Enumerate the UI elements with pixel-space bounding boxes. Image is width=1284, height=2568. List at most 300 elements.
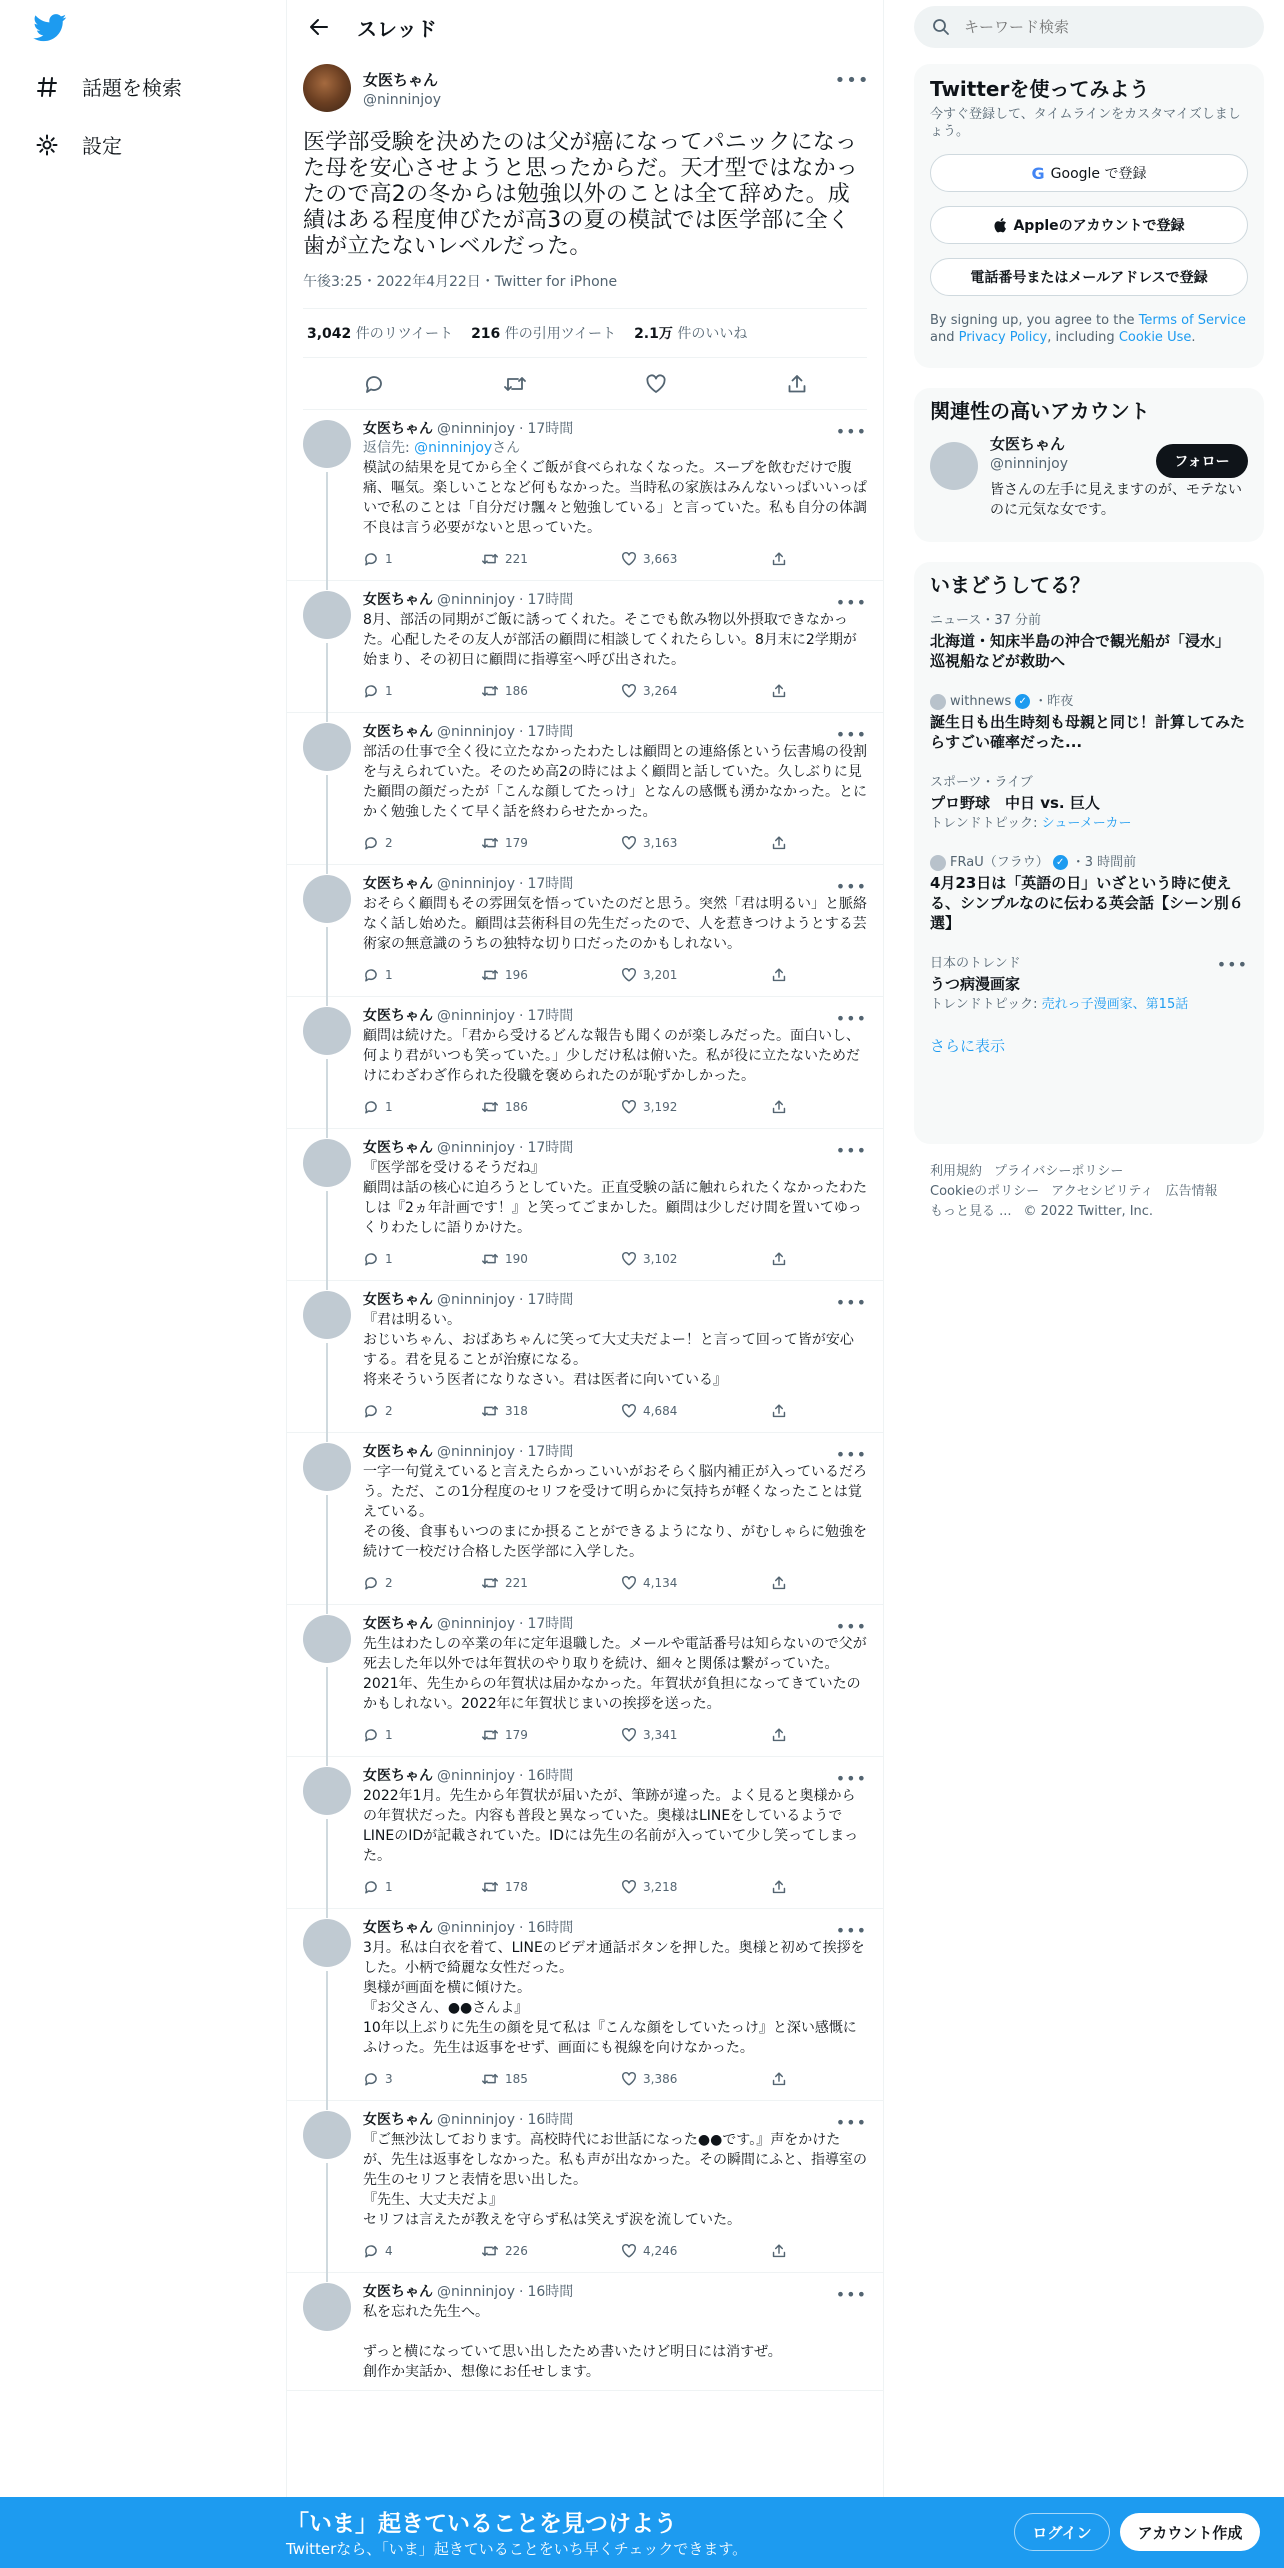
replying-to-suffix: さん	[492, 440, 521, 456]
reply-time[interactable]: 17時間	[527, 1292, 574, 1308]
avatar[interactable]	[303, 591, 351, 639]
reply-text: 『君は明るい。 おじいちゃん、おばあちゃんに笑って大丈夫だよー！と言って回って皆が安心する。君を見ることが治療になる。 将来そういう医者になりなさい。君は医者に向いている』	[363, 1312, 854, 1388]
reply-actions	[363, 2066, 867, 2092]
share-button[interactable]	[771, 1879, 787, 1895]
privacy-policy-link[interactable]: Privacy Policy	[958, 330, 1048, 345]
author-handle[interactable]: @ninninjoy	[437, 1444, 516, 1460]
reply-button[interactable]	[363, 1403, 481, 1419]
reply-icon	[363, 1099, 379, 1115]
reply-time[interactable]: 16時間	[527, 1768, 574, 1784]
tweet-meta[interactable]: 午後3:25・2022年4月22日・Twitter for iPhone	[303, 274, 618, 290]
reply-icon	[363, 1403, 379, 1419]
trend-topic-link[interactable]: 売れっ子漫画家、第15話	[1041, 997, 1189, 1012]
reply-header	[363, 875, 867, 894]
reply-time[interactable]: 17時間	[527, 876, 574, 892]
author-name[interactable]: 女医ちゃん	[363, 1920, 433, 1936]
retweet-button[interactable]	[481, 1879, 621, 1895]
author-name[interactable]: 女医ちゃん	[363, 421, 433, 437]
trend-topic-link[interactable]: シューメーカー	[1041, 816, 1132, 831]
reply-body	[363, 1007, 867, 1120]
apple-signup-label: Appleのアカウントで登録	[1013, 218, 1185, 234]
trend-topic-prefix: トレンドトピック:	[930, 816, 1042, 831]
like-count: 3,102	[643, 1252, 678, 1266]
share-button[interactable]	[771, 2243, 787, 2259]
reply-button[interactable]	[363, 1727, 481, 1743]
heart-icon	[621, 2243, 637, 2259]
reply-actions	[363, 1094, 867, 1120]
author-handle[interactable]: @ninninjoy	[437, 421, 516, 437]
replying-to-handle[interactable]: @ninninjoy	[414, 440, 493, 456]
trend-item[interactable]	[914, 612, 1264, 671]
share-icon	[771, 1727, 787, 1743]
share-button[interactable]	[771, 2071, 787, 2087]
signup-title: Twitterを使ってみよう	[930, 77, 1150, 101]
avatar[interactable]	[303, 2283, 351, 2331]
reply-button[interactable]	[357, 367, 391, 401]
retweets-count: 3,042	[307, 326, 352, 342]
footer-link[interactable]: もっと見る ...	[930, 1204, 1012, 1219]
reply-body	[363, 1139, 867, 1272]
hashtag-icon	[34, 74, 60, 100]
reply-button[interactable]	[363, 551, 481, 567]
reply-tweet[interactable]	[287, 1605, 883, 1757]
terms-text: and	[930, 330, 959, 345]
share-button[interactable]	[771, 1403, 787, 1419]
separator-dot: ·	[519, 1920, 524, 1936]
reply-body	[363, 1919, 867, 2092]
retweet-count: 179	[505, 836, 528, 850]
author-handle[interactable]: @ninninjoy	[437, 2112, 516, 2128]
arrow-left-icon	[309, 17, 329, 37]
avatar[interactable]	[303, 1919, 351, 1967]
like-button[interactable]	[621, 2071, 771, 2087]
reply-header	[363, 2111, 867, 2130]
reply-icon	[363, 967, 379, 983]
separator-dot: ·	[519, 1140, 524, 1156]
nav-settings-label: 設定	[82, 134, 122, 158]
share-icon	[771, 1251, 787, 1267]
like-button[interactable]	[621, 683, 771, 699]
more-icon[interactable]: •••	[835, 2113, 867, 2132]
share-icon	[771, 1099, 787, 1115]
separator-dot: ·	[519, 1292, 524, 1308]
more-icon[interactable]: •••	[834, 69, 870, 91]
author-handle[interactable]: @ninninjoy	[437, 592, 516, 608]
reply-tweet[interactable]	[287, 997, 883, 1129]
more-icon[interactable]: •••	[1216, 955, 1248, 974]
reply-text: 3月。私は白衣を着て、LINEのビデオ通話ボタンを押した。奥様と初めて挨拶をした。小柄で綺麗な女性だった。 奥様が画面を横に傾けた。 『お父さん、●●さんよ』 10年以上ぶりに先生の顔を見て私は『こんな顔をしていたっけ』と深い感慨にふけった。先生は返事をせず、画面にも視線を向けなかった。	[363, 1940, 865, 2056]
reply-tweet[interactable]	[287, 865, 883, 997]
show-more-link[interactable]: さらに表示	[930, 1037, 1006, 1055]
share-button[interactable]	[771, 1727, 787, 1743]
like-button[interactable]	[621, 1727, 771, 1743]
retweet-count: 196	[505, 968, 528, 982]
avatar[interactable]	[303, 1767, 351, 1815]
like-count: 3,201	[643, 968, 678, 982]
heart-icon	[621, 1727, 637, 1743]
reply-time[interactable]: 17時間	[527, 1616, 574, 1632]
heart-icon	[621, 1099, 637, 1115]
google-signup-label: Google で登録	[1050, 166, 1147, 182]
reply-button[interactable]	[363, 1575, 481, 1591]
author-handle[interactable]: @ninninjoy	[437, 1292, 516, 1308]
author-name[interactable]: 女医ちゃん	[363, 2284, 433, 2300]
reply-button[interactable]	[363, 683, 481, 699]
related-title: 関連性の高いアカウント	[930, 399, 1150, 423]
like-button[interactable]	[621, 1403, 771, 1419]
heart-icon	[621, 967, 637, 983]
reply-button[interactable]	[363, 1099, 481, 1115]
terms-of-service-link[interactable]: Terms of Service	[1138, 313, 1246, 328]
avatar[interactable]	[930, 442, 978, 490]
like-count: 3,192	[643, 1100, 678, 1114]
trends-title: いまどうしてる？	[930, 573, 1090, 597]
reply-actions	[363, 962, 867, 988]
retweet-icon	[481, 967, 499, 983]
more-icon[interactable]: •••	[835, 2285, 867, 2304]
more-icon[interactable]: •••	[835, 593, 867, 612]
reply-button[interactable]	[363, 1251, 481, 1267]
thread-line	[326, 2163, 328, 2282]
reply-count: 4	[385, 2244, 393, 2258]
gear-icon	[34, 132, 60, 158]
more-icon[interactable]: •••	[835, 1141, 867, 1160]
retweet-button[interactable]	[481, 1403, 621, 1419]
terms-text: .	[1191, 330, 1196, 345]
back-button[interactable]	[301, 9, 337, 45]
create-account-button[interactable]: アカウント作成	[1120, 2513, 1260, 2551]
like-count: 3,386	[643, 2072, 678, 2086]
reply-actions	[363, 2238, 867, 2264]
author-handle[interactable]: @ninninjoy	[437, 1920, 516, 1936]
reply-button[interactable]	[363, 2243, 481, 2259]
like-button[interactable]	[621, 1575, 771, 1591]
reply-tweet[interactable]	[287, 2273, 883, 2391]
reply-body	[363, 1615, 867, 1748]
retweet-count: 178	[505, 1880, 528, 1894]
separator-dot: ·	[519, 876, 524, 892]
like-button[interactable]	[621, 1879, 771, 1895]
reply-time[interactable]: 17時間	[527, 592, 574, 608]
nav-explore[interactable]	[34, 72, 182, 101]
more-icon[interactable]: •••	[835, 1769, 867, 1788]
like-count: 4,684	[643, 1404, 678, 1418]
more-icon[interactable]: •••	[835, 725, 867, 744]
retweet-button[interactable]	[481, 1575, 621, 1591]
signup-terms	[914, 312, 1264, 346]
retweet-icon	[481, 2071, 499, 2087]
author-name[interactable]: 女医ちゃん	[363, 592, 433, 608]
separator-dot: ·	[519, 592, 524, 608]
avatar[interactable]	[303, 723, 351, 771]
avatar[interactable]	[303, 875, 351, 923]
reply-icon	[363, 551, 379, 567]
quotes-stat[interactable]	[471, 323, 616, 343]
share-button[interactable]	[780, 367, 814, 401]
thread-line	[326, 1667, 328, 1766]
footer-links	[930, 1162, 1260, 1222]
share-icon	[771, 551, 787, 567]
trend-time: ・昨夜	[1034, 694, 1074, 709]
reply-actions	[363, 1722, 867, 1748]
reply-text: 『医学部を受けるそうだね』 顧問は話の核心に迫ろうとしていた。正直受験の話に触れられたくなかったわたしは『2ヵ年計画です！』と笑ってごまかした。顧問は少しだけ間を置いてゆっくりわたしに語りかけた。	[363, 1160, 867, 1236]
terms-text: By signing up, you agree to the	[930, 313, 1139, 328]
retweet-count: 221	[505, 552, 528, 566]
reply-actions	[363, 830, 867, 856]
author-name[interactable]: 女医ちゃん	[363, 724, 433, 740]
reply-button[interactable]	[363, 967, 481, 983]
reply-icon	[363, 1879, 379, 1895]
search-bar[interactable]	[914, 6, 1264, 48]
retweet-icon	[481, 1727, 499, 1743]
phone-email-signup-button[interactable]	[930, 258, 1248, 296]
more-icon[interactable]: •••	[835, 1009, 867, 1028]
retweet-count: 318	[505, 1404, 528, 1418]
signup-card	[914, 64, 1264, 368]
more-icon[interactable]: •••	[835, 422, 867, 441]
apple-signup-button[interactable]	[930, 206, 1248, 244]
reply-time[interactable]: 17時間	[527, 1444, 574, 1460]
related-account[interactable]	[914, 434, 1264, 520]
reply-count: 1	[385, 1100, 393, 1114]
reply-icon	[363, 683, 379, 699]
trend-item[interactable]	[914, 955, 1264, 1013]
verified-badge-icon: ✓	[1015, 694, 1030, 709]
more-icon[interactable]: •••	[835, 1445, 867, 1464]
reply-header	[363, 1615, 867, 1634]
like-button[interactable]	[621, 551, 771, 567]
footer-link[interactable]: アクセシビリティ	[1051, 1184, 1154, 1199]
like-button[interactable]	[621, 967, 771, 983]
avatar[interactable]	[303, 420, 351, 468]
trend-item[interactable]	[914, 774, 1264, 832]
like-button[interactable]	[621, 2243, 771, 2259]
trend-title: うつ病漫画家	[930, 975, 1021, 993]
retweet-button[interactable]	[481, 1727, 621, 1743]
author-handle[interactable]: @ninninjoy	[437, 1008, 516, 1024]
reply-tweet[interactable]	[287, 713, 883, 865]
reply-text: 『ご無沙汰しております。高校時代にお世話になった●●です。』声をかけたが、先生は返事をしなかった。私も声が出なかった。その瞬間にふと、指導室の先生のセリフと表情を思い出した。 『先生、大丈夫だよ』 セリフは言えたが教えを守らず私は笑えず涙を流していた。	[363, 2132, 867, 2228]
reply-text: 8月、部活の同期がご飯に誘ってくれた。そこでも飲み物以外摂取できなかった。心配したその友人が部活の顧問に相談してくれたらしい。8月末に2学期が始まり、その初日に顧問に指導室へ呼び出された。	[363, 612, 857, 668]
reply-header	[363, 420, 867, 439]
reply-tweet[interactable]	[287, 1281, 883, 1433]
footer-link[interactable]: 利用規約	[930, 1164, 983, 1179]
trend-context: 日本のトレンド	[930, 956, 1021, 971]
related-account-handle: @ninninjoy	[990, 456, 1069, 472]
footer-link[interactable]: 広告情報	[1165, 1184, 1218, 1199]
reply-tweet[interactable]	[287, 581, 883, 713]
share-icon	[771, 1403, 787, 1419]
reply-count: 2	[385, 1576, 393, 1590]
retweet-button[interactable]	[481, 2071, 621, 2087]
avatar[interactable]	[303, 64, 351, 112]
retweet-button[interactable]	[481, 551, 621, 567]
retweets-label: 件のリツイート	[355, 326, 454, 342]
retweet-button[interactable]	[481, 2243, 621, 2259]
retweet-button[interactable]	[481, 1099, 621, 1115]
more-icon[interactable]: •••	[835, 1921, 867, 1940]
reply-text: 顧問は続けた。「君から受けるどんな報告も聞くのが楽しみだった。面白いし、何より君がいつも笑っていた。」少しだけ私は俯いた。私が役に立たないためだけにわざわざ作られた役職を褒められたのが恥ずかしかった。	[363, 1028, 860, 1084]
share-button[interactable]	[771, 683, 787, 699]
header	[287, 0, 883, 54]
author-name[interactable]: 女医ちゃん	[363, 1008, 433, 1024]
retweet-icon	[481, 551, 499, 567]
more-icon[interactable]: •••	[835, 877, 867, 896]
reply-text: 模試の結果を見てから全くご飯が食べられなくなった。スープを飲むだけで腹痛、嘔気。楽しいことなど何もなかった。当時私の家族はみんないっぱいいっぱいで私のことは「自分だけ飄々と勉強している」と言っていた。私も自分の体調不良は言う必要がないと思っていた。	[363, 460, 867, 536]
thread-line	[326, 1971, 328, 2110]
tweet-actions	[303, 358, 867, 410]
reply-time[interactable]: 16時間	[527, 2284, 574, 2300]
reply-actions	[363, 1570, 867, 1596]
focused-tweet-header	[303, 64, 870, 120]
author-handle[interactable]: @ninninjoy	[437, 876, 516, 892]
reply-button[interactable]	[363, 835, 481, 851]
share-button[interactable]	[771, 551, 787, 567]
replying-to-prefix: 返信先:	[363, 440, 415, 456]
retweet-button[interactable]	[498, 367, 532, 401]
reply-tweet[interactable]	[287, 2101, 883, 2273]
retweet-button[interactable]	[481, 835, 621, 851]
heart-icon	[645, 373, 667, 395]
reply-body	[363, 875, 867, 988]
avatar[interactable]	[303, 1139, 351, 1187]
reply-header	[363, 1443, 867, 1462]
trend-context: ニュース・37 分前	[930, 613, 1042, 628]
share-icon	[771, 1575, 787, 1591]
author-name[interactable]: 女医ちゃん	[363, 1140, 433, 1156]
reply-header	[363, 1767, 867, 1786]
like-count: 3,663	[643, 552, 678, 566]
likes-count: 2.1万	[634, 326, 673, 342]
nav-settings[interactable]	[34, 130, 122, 159]
more-icon[interactable]: •••	[835, 1617, 867, 1636]
reply-actions	[363, 678, 867, 704]
retweets-stat[interactable]	[307, 323, 453, 343]
likes-stat[interactable]	[634, 323, 747, 343]
thread-line	[326, 472, 328, 590]
quotes-count: 216	[471, 326, 501, 342]
share-button[interactable]	[771, 1575, 787, 1591]
reply-tweet[interactable]	[287, 1757, 883, 1909]
left-nav	[0, 0, 286, 2568]
reply-icon	[363, 1575, 379, 1591]
replying-to	[363, 439, 867, 458]
reply-button[interactable]	[363, 2071, 481, 2087]
signup-subtitle: 今すぐ登録して、タイムラインをカスタマイズしましょう。	[930, 107, 1241, 139]
author-handle[interactable]: @ninninjoy	[437, 1768, 516, 1784]
retweet-button[interactable]	[481, 683, 621, 699]
reply-tweet[interactable]	[287, 410, 883, 581]
retweet-button[interactable]	[481, 1251, 621, 1267]
google-signup-button[interactable]	[930, 154, 1248, 192]
author-name[interactable]: 女医ちゃん	[363, 1444, 433, 1460]
avatar[interactable]	[303, 1443, 351, 1491]
search-input[interactable]	[964, 18, 1244, 36]
heart-icon	[621, 683, 637, 699]
twitter-logo-icon[interactable]	[33, 14, 67, 42]
share-button[interactable]	[771, 835, 787, 851]
focused-tweet	[287, 54, 883, 410]
reply-count: 3	[385, 2072, 393, 2086]
footer-link[interactable]: Cookieのポリシー	[930, 1184, 1040, 1199]
reply-button[interactable]	[363, 1879, 481, 1895]
reply-time[interactable]: 16時間	[527, 1920, 574, 1936]
reply-header	[363, 1007, 867, 1026]
reply-time[interactable]: 17時間	[527, 421, 574, 437]
more-icon[interactable]: •••	[835, 1293, 867, 1312]
cookie-use-link[interactable]: Cookie Use	[1118, 330, 1192, 345]
separator-dot: ·	[519, 421, 524, 437]
avatar[interactable]	[303, 2111, 351, 2159]
like-button[interactable]	[639, 367, 673, 401]
separator-dot: ·	[519, 1768, 524, 1784]
author-name[interactable]: 女医ちゃん	[363, 2112, 433, 2128]
retweet-icon	[481, 835, 499, 851]
reply-body	[363, 1291, 867, 1424]
like-button[interactable]	[621, 1251, 771, 1267]
like-button[interactable]	[621, 835, 771, 851]
trend-item[interactable]	[914, 693, 1264, 752]
reply-time[interactable]: 16時間	[527, 2112, 574, 2128]
trend-context	[930, 854, 1248, 871]
avatar[interactable]	[303, 1615, 351, 1663]
author-name[interactable]: 女医ちゃん	[363, 1616, 433, 1632]
reply-tweet[interactable]	[287, 1129, 883, 1281]
follow-button[interactable]: フォロー	[1156, 444, 1248, 478]
apple-icon	[993, 217, 1007, 233]
thread-line	[326, 775, 328, 874]
retweet-button[interactable]	[481, 967, 621, 983]
terms-text: , including	[1047, 330, 1119, 345]
focused-author[interactable]	[363, 70, 441, 110]
reply-tweet[interactable]	[287, 1433, 883, 1605]
reply-time[interactable]: 17時間	[527, 1140, 574, 1156]
share-button[interactable]	[771, 1099, 787, 1115]
reply-header	[363, 1139, 867, 1158]
avatar[interactable]	[303, 1007, 351, 1055]
avatar[interactable]	[303, 1291, 351, 1339]
thread-line	[326, 643, 328, 722]
share-button[interactable]	[771, 1251, 787, 1267]
reply-count: 1	[385, 1728, 393, 1742]
author-handle[interactable]: @ninninjoy	[437, 2284, 516, 2300]
reply-icon	[363, 2071, 379, 2087]
separator-dot: ·	[519, 1616, 524, 1632]
share-icon	[771, 967, 787, 983]
reply-tweet[interactable]	[287, 1909, 883, 2101]
author-name[interactable]: 女医ちゃん	[363, 876, 433, 892]
author-name[interactable]: 女医ちゃん	[363, 1768, 433, 1784]
author-name[interactable]: 女医ちゃん	[363, 1292, 433, 1308]
related-account-bio: 皆さんの左手に見えますのが、モテないのに元気な女です。	[990, 482, 1242, 518]
reply-time[interactable]: 17時間	[527, 724, 574, 740]
publisher-name: withnews	[950, 694, 1012, 709]
reply-icon	[363, 1251, 379, 1267]
reply-time[interactable]: 17時間	[527, 1008, 574, 1024]
trend-item[interactable]	[914, 854, 1264, 933]
login-button[interactable]: ログイン	[1014, 2513, 1110, 2551]
author-handle[interactable]: @ninninjoy	[437, 1616, 516, 1632]
retweet-icon	[481, 1403, 499, 1419]
reply-count: 1	[385, 968, 393, 982]
related-accounts-card	[914, 388, 1264, 542]
author-handle[interactable]: @ninninjoy	[437, 724, 516, 740]
footer-link[interactable]: プライバシーポリシー	[994, 1164, 1124, 1179]
like-button[interactable]	[621, 1099, 771, 1115]
author-handle[interactable]: @ninninjoy	[437, 1140, 516, 1156]
separator-dot: ·	[519, 2284, 524, 2300]
share-button[interactable]	[771, 967, 787, 983]
